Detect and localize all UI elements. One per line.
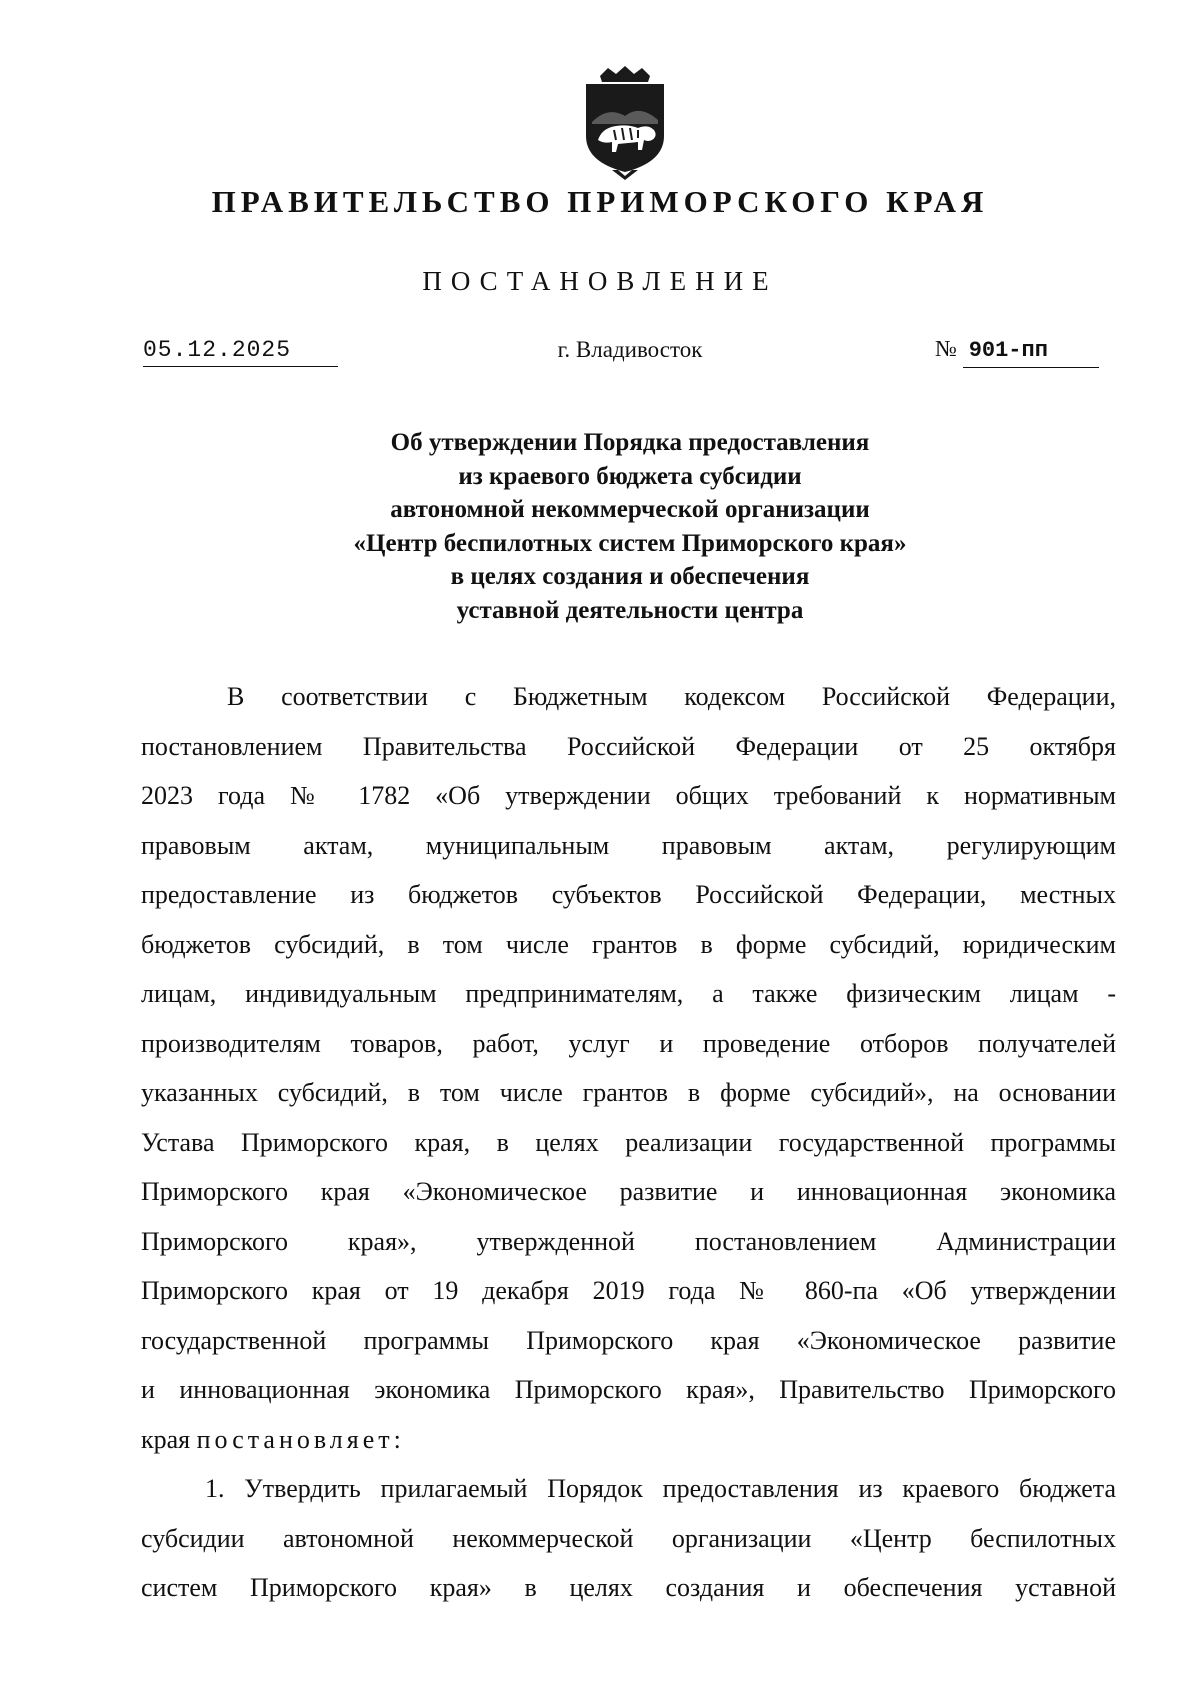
text-line: правовым актам, муниципальным правовым актам, регулирующим bbox=[141, 830, 1116, 860]
item-1-paragraph bbox=[141, 1464, 1116, 1613]
text-line: Приморского края», утвержденной постановлением Администрации bbox=[141, 1226, 1116, 1256]
government-name: ПРАВИТЕЛЬСТВО ПРИМОРСКОГО КРАЯ bbox=[211, 184, 989, 219]
text-line: производителям товаров, работ, услуг и проведение отборов получателей bbox=[141, 1028, 1116, 1058]
text-line: постановлением Правительства Российской Федерации от 25 октября bbox=[141, 731, 1116, 761]
text-line: 2023 года № 1782 «Об утверждении общих требований к нормативным bbox=[141, 781, 1116, 810]
text-line: государственной программы Приморского края «Экономическое развитие bbox=[141, 1325, 1116, 1355]
title-line: автономной некоммерческой организации bbox=[390, 496, 870, 523]
resolves-word: постановляет: bbox=[196, 1424, 405, 1454]
title-line: Об утверждении Порядка предоставления bbox=[390, 429, 870, 456]
number-value: 901-пп bbox=[963, 336, 1099, 368]
coat-of-arms-icon bbox=[578, 66, 672, 180]
text-line: В соответствии с Бюджетным кодексом Российской Федерации, bbox=[227, 682, 1116, 711]
text-line: указанных субсидий, в том числе грантов в форме субсидий», на основании bbox=[141, 1078, 1116, 1107]
resolves-line bbox=[141, 1415, 1116, 1465]
title-line: в целях создания и обеспечения bbox=[450, 563, 810, 590]
text-line: и инновационная экономика Приморского края», Правительство Приморского bbox=[141, 1375, 1116, 1404]
text-line: лицам, индивидуальным предпринимателям, а также физическим лицам - bbox=[141, 979, 1116, 1008]
document-title bbox=[0, 426, 1200, 627]
text-line: систем Приморского края» в целях создания и обеспечения уставной bbox=[141, 1573, 1116, 1602]
number-prefix: № bbox=[935, 336, 957, 361]
title-line: уставной деятельности центра bbox=[456, 596, 804, 624]
text-line: Приморского края «Экономическое развитие и инновационная экономика bbox=[141, 1177, 1116, 1206]
document-date: 05.12.2025 bbox=[143, 336, 338, 367]
resolves-prefix: края bbox=[141, 1424, 191, 1454]
text-line: 1. Утвердить прилагаемый Порядок предоставления из краевого бюджета bbox=[205, 1474, 1116, 1503]
text-line: субсидии автономной некоммерческой организации «Центр беспилотных bbox=[141, 1523, 1116, 1553]
text-line: Устава Приморского края, в целях реализации государственной программы bbox=[141, 1127, 1116, 1157]
document-type: ПОСТАНОВЛЕНИЕ bbox=[422, 266, 778, 296]
preamble-paragraph bbox=[141, 672, 1116, 1464]
text-line: предоставление из бюджетов субъектов Российской Федерации, местных bbox=[141, 880, 1116, 909]
title-line: из краевого бюджета субсидии bbox=[458, 462, 802, 490]
text-line: бюджетов субсидий, в том числе грантов в форме субсидий, юридическим bbox=[141, 929, 1116, 959]
document-city: г. Владивосток bbox=[557, 337, 703, 362]
title-line: «Центр беспилотных систем Приморского края» bbox=[353, 529, 907, 557]
document-number bbox=[935, 334, 1099, 368]
document-body bbox=[141, 672, 1116, 1613]
text-line: Приморского края от 19 декабря 2019 года № 860-па «Об утверждении bbox=[141, 1276, 1116, 1305]
